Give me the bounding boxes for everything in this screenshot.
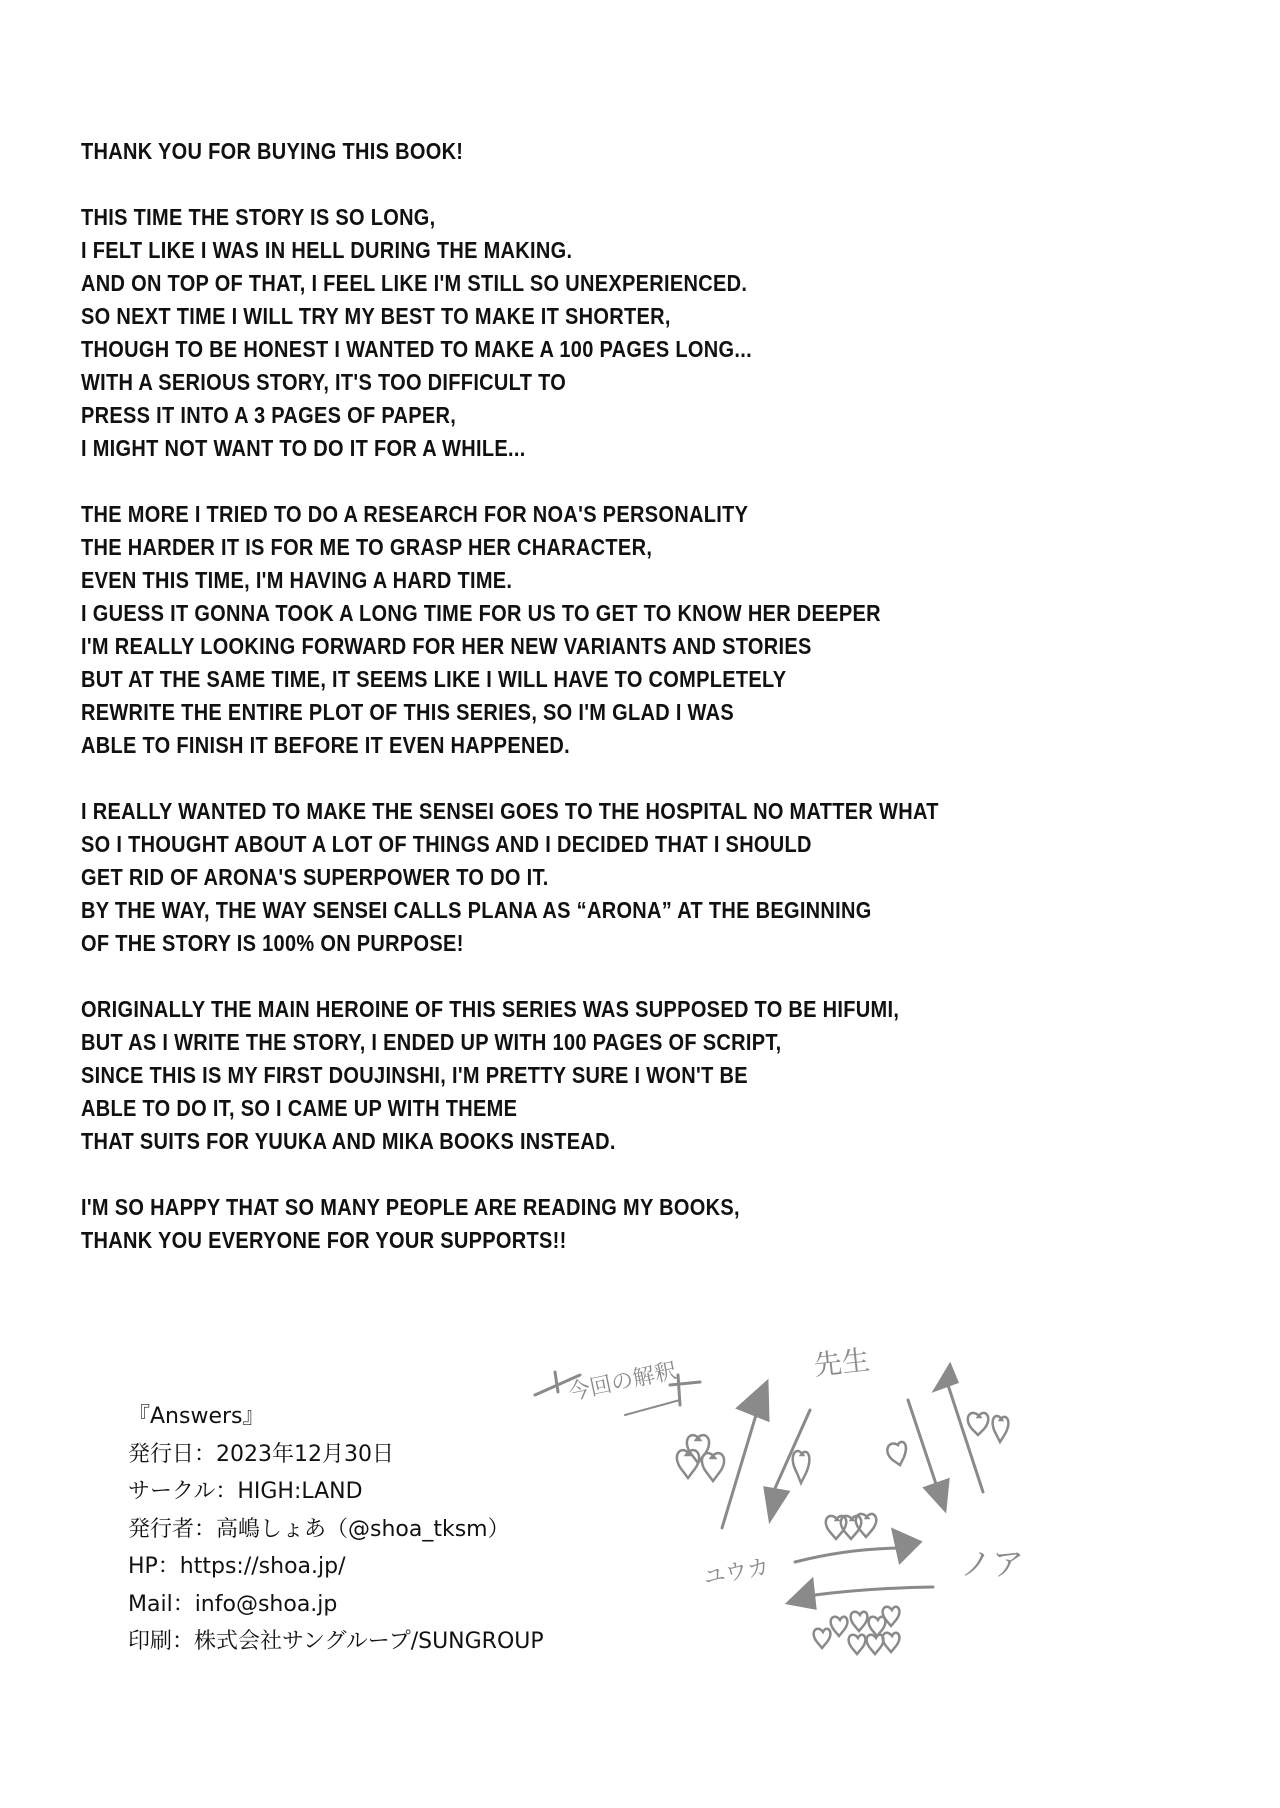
afterword-line: SINCE THIS IS MY FIRST DOUJINSHI, I'M PRETTY SURE I WON'T BE xyxy=(81,1063,748,1089)
book-title: 『Answers』 xyxy=(128,1404,265,1429)
afterword-line: OF THE STORY IS 100% ON PURPOSE! xyxy=(81,931,464,957)
afterword-line: I FELT LIKE I WAS IN HELL DURING THE MAKING. xyxy=(81,238,573,264)
afterword-line: PRESS IT INTO A 3 PAGES OF PAPER, xyxy=(81,403,457,429)
sketch-caption: 今回の解釈 xyxy=(566,1358,679,1406)
afterword-paragraph xyxy=(81,1192,1261,1258)
afterword-line: BUT AT THE SAME TIME, IT SEEMS LIKE I WILL HAVE TO COMPLETELY xyxy=(81,667,787,693)
afterword-line: WITH A SERIOUS STORY, IT'S TOO DIFFICULT TO xyxy=(81,370,567,396)
arrow-noa-to-yuuka xyxy=(788,1580,933,1608)
afterword-paragraph xyxy=(81,994,1261,1159)
circle-name: サークル：HIGH:LAND xyxy=(128,1479,363,1504)
afterword-line: BY THE WAY, THE WAY SENSEI CALLS PLANA AS “ARONA” AT THE BEGINNING xyxy=(81,898,872,924)
afterword-paragraph xyxy=(81,136,1261,169)
relationship-sketch xyxy=(520,1320,1140,1700)
printer: 印刷：株式会社サングループ/SUNGROUP xyxy=(128,1629,544,1654)
afterword-line: SO I THOUGHT ABOUT A LOT OF THINGS AND I DECIDED THAT I SHOULD xyxy=(81,832,812,858)
afterword-paragraph xyxy=(81,796,1261,961)
afterword-line: SO NEXT TIME I WILL TRY MY BEST TO MAKE IT SHORTER, xyxy=(81,304,671,330)
publisher: 発行者：高嶋しょあ（@shoa_tksm） xyxy=(128,1516,510,1542)
label-yuuka: ユウカ xyxy=(701,1554,772,1591)
arrow-yuuka-to-noa xyxy=(795,1530,920,1562)
colophon xyxy=(128,1398,544,1661)
afterword-line: THANK YOU EVERYONE FOR YOUR SUPPORTS!! xyxy=(81,1228,567,1254)
arrow-yuuka-to-sensei xyxy=(722,1382,768,1528)
afterword-line: THAT SUITS FOR YUUKA AND MIKA BOOKS INSTEAD. xyxy=(81,1129,616,1155)
arrow-sensei-to-noa xyxy=(908,1400,948,1510)
afterword-line: AND ON TOP OF THAT, I FEEL LIKE I'M STILL SO UNEXPERIENCED. xyxy=(81,271,748,297)
label-noa: ノア xyxy=(960,1545,1025,1583)
arrow-noa-to-sensei xyxy=(935,1365,983,1492)
afterword-line: I GUESS IT GONNA TOOK A LONG TIME FOR US TO GET TO KNOW HER DEEPER xyxy=(81,601,881,627)
afterword-line: BUT AS I WRITE THE STORY, I ENDED UP WITH 100 PAGES OF SCRIPT, xyxy=(81,1030,782,1056)
caption-group xyxy=(535,1359,700,1415)
afterword-line: REWRITE THE ENTIRE PLOT OF THIS SERIES, SO I'M GLAD I WAS xyxy=(81,700,734,726)
afterword-line: ABLE TO FINISH IT BEFORE IT EVEN HAPPENED. xyxy=(81,733,570,759)
afterword-line: GET RID OF ARONA'S SUPERPOWER TO DO IT. xyxy=(81,865,549,891)
afterword-paragraph xyxy=(81,499,1261,763)
mail: Mail：info@shoa.jp xyxy=(128,1591,338,1617)
arrow-sensei-to-yuuka xyxy=(765,1410,810,1520)
heart-icons xyxy=(677,1413,1008,1654)
afterword-line: EVEN THIS TIME, I'M HAVING A HARD TIME. xyxy=(81,568,513,594)
afterword-line: THE MORE I TRIED TO DO A RESEARCH FOR NOA'S PERSONALITY xyxy=(81,502,749,528)
afterword-line: THIS TIME THE STORY IS SO LONG, xyxy=(81,205,436,231)
afterword-line: THE HARDER IT IS FOR ME TO GRASP HER CHARACTER, xyxy=(81,535,653,561)
afterword-line: ABLE TO DO IT, SO I CAME UP WITH THEME xyxy=(81,1096,518,1122)
afterword-text xyxy=(81,136,1261,1291)
afterword-line: I MIGHT NOT WANT TO DO IT FOR A WHILE... xyxy=(81,436,526,462)
afterword-line: I REALLY WANTED TO MAKE THE SENSEI GOES TO THE HOSPITAL NO MATTER WHAT xyxy=(81,799,939,825)
afterword-line: I'M REALLY LOOKING FORWARD FOR HER NEW VARIANTS AND STORIES xyxy=(81,634,812,660)
afterword-line: THOUGH TO BE HONEST I WANTED TO MAKE A 100 PAGES LONG... xyxy=(81,337,752,363)
publication-date: 発行日：2023年12月30日 xyxy=(128,1441,394,1467)
afterword-line: THANK YOU FOR BUYING THIS BOOK! xyxy=(81,139,464,165)
homepage: HP：https://shoa.jp/ xyxy=(128,1554,346,1579)
label-sensei: 先生 xyxy=(812,1343,872,1382)
afterword-line: I'M SO HAPPY THAT SO MANY PEOPLE ARE READING MY BOOKS, xyxy=(81,1195,740,1221)
afterword-line: ORIGINALLY THE MAIN HEROINE OF THIS SERIES WAS SUPPOSED TO BE HIFUMI, xyxy=(81,997,900,1023)
afterword-paragraph xyxy=(81,202,1261,466)
